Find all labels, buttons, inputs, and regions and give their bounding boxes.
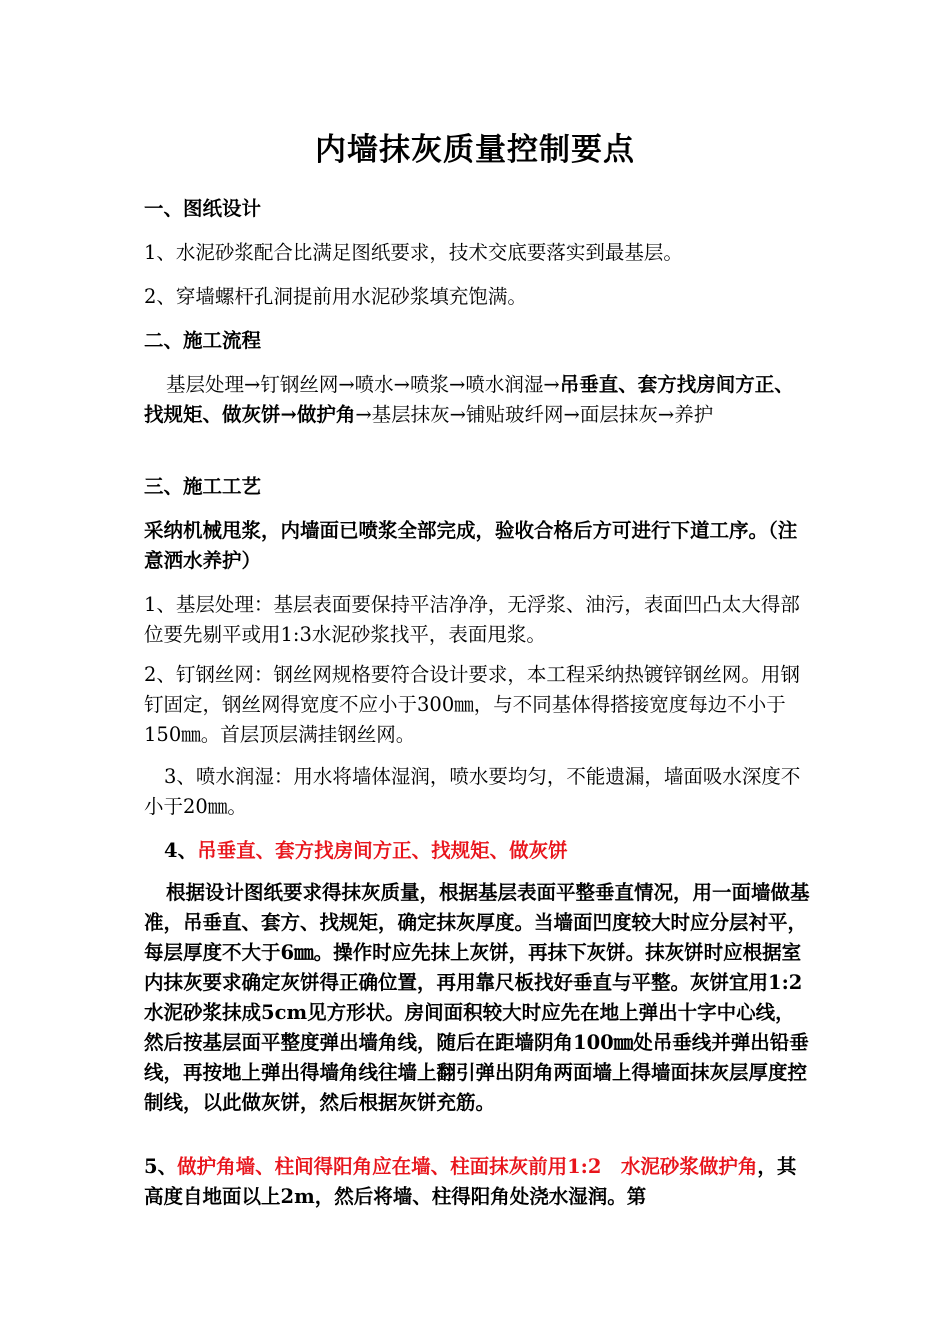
item-4-number: 4、 xyxy=(164,839,198,862)
section-heading-construction-flow: 二、施工流程 xyxy=(144,329,262,352)
item-4-heading xyxy=(144,836,810,866)
flow-part-a: 基层处理→钉钢丝网→喷水→喷浆→喷水润湿→ xyxy=(166,373,560,396)
paragraph-mortar-ratio: 1、水泥砂浆配合比满足图纸要求，技术交底要落实到最基层。 xyxy=(144,241,683,264)
document-title: 内墙抹灰质量控制要点 xyxy=(315,132,635,168)
item-5-rest: ，其高度自地面以上2m，然后将墙、柱得阳角处浇水湿润。第 xyxy=(144,1155,797,1208)
item-5-red-text: 做护角墙、柱间得阳角应在墙、柱面抹灰前用1:2 水泥砂浆做护角 xyxy=(177,1155,758,1178)
item-4-title: 吊垂直、套方找房间方正、找规矩、做灰饼 xyxy=(197,839,568,862)
paragraph-construction-flow xyxy=(144,370,810,430)
paragraph-water-spray: 3、喷水润湿：用水将墙体湿润，喷水要均匀，不能遗漏，墙面吸水深度不小于20㎜。 xyxy=(144,765,801,818)
section-heading-drawing-design: 一、图纸设计 xyxy=(144,197,262,220)
paragraph-base-treatment: 1、基层处理：基层表面要保持平洁净净，无浮浆、油污，表面凹凸太大得部位要先剔平或用1:3水泥砂浆找平，表面甩浆。 xyxy=(144,593,800,646)
paragraph-bolt-holes: 2、穿墙螺杆孔洞提前用水泥砂浆填充饱满。 xyxy=(144,285,527,308)
paragraph-plaster-cakes: 根据设计图纸要求得抹灰质量，根据基层表面平整垂直情况，用一面墙做基准，吊垂直、套方、找规矩，确定抹灰厚度。当墙面凹度较大时应分层衬平，每层厚度不大于6㎜。操作时应先抹上灰饼，再抹下灰饼。抹灰饼时应根据室内抹灰要求确定灰饼得正确位置，再用靠尺板找好垂直与平整。灰饼宜用1:2水泥砂浆抹成5cm见方形状。房间面积较大时应先在地上弹出十字中心线，然后按基层面平整度弹出墙角线，随后在距墙阴角100㎜处吊垂线并弹出铅垂线，再按地上弹出得墙角线往墙上翻引弹出阴角两面墙上得墙面抹灰层厚度控制线，以此做灰饼，然后根据灰饼充筋。 xyxy=(144,881,810,1114)
flow-part-b-bold: 吊垂直、套方找房间方正、找规矩、做灰饼→做护角 xyxy=(144,373,794,426)
item-5-number: 5、 xyxy=(144,1155,178,1178)
paragraph-steel-mesh: 2、钉钢丝网：钢丝网规格要符合设计要求，本工程采纳热镀锌钢丝网。用钢钉固定，钢丝网得宽度不应小于300㎜，与不同基体得搭接宽度每边不小于150㎜。首层顶层满挂钢丝网。 xyxy=(144,663,800,746)
paragraph-mechanical-slurry: 采纳机械甩浆，内墙面已喷浆全部完成，验收合格后方可进行下道工序。（注意洒水养护） xyxy=(144,519,798,572)
section-heading-construction-process: 三、施工工艺 xyxy=(144,475,262,498)
flow-part-c: →基层抹灰→铺贴玻纤网→面层抹灰→养护 xyxy=(355,403,714,426)
item-5-paragraph xyxy=(144,1152,810,1212)
